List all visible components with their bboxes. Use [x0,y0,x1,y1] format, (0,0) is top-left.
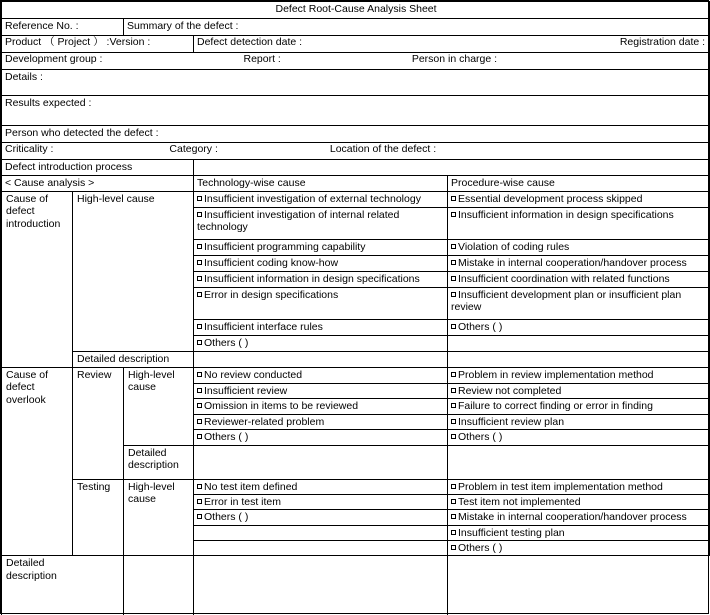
review-proc-option-2[interactable]: Review not completed [448,384,710,399]
person-in-charge-label: Person in charge : [411,53,498,65]
checkbox-icon[interactable] [451,276,456,281]
review-detailed-description-proc-value[interactable] [448,445,710,479]
checkbox-icon[interactable] [197,499,202,504]
review-tech-option-5[interactable]: Others ( ) [194,430,448,445]
label-line-1: Cause of [6,193,49,205]
review-option-row [2,368,710,384]
registration-date-label: Registration date : [619,36,706,48]
testing-option-row [2,479,710,494]
intro-proc-option-7[interactable]: Others ( ) [448,320,710,336]
version-label: Version : [109,36,151,48]
checkbox-icon[interactable] [451,196,456,201]
title-row [2,2,710,19]
testing-tech-option-5[interactable] [194,541,448,556]
intro-tech-option-2[interactable]: Insufficient investigation of internal related technology [194,208,448,240]
reference-summary-row [2,19,710,36]
intro-proc-option-5[interactable]: Insufficient coordination with related functions [448,272,710,288]
defect-introduction-process-label: Defect introduction process [2,160,194,176]
page-title: Defect Root-Cause Analysis Sheet [2,2,710,19]
development-group-row [2,53,710,70]
intro-proc-option-6[interactable]: Insufficient development plan or insufficient plan review [448,288,710,320]
checkbox-icon[interactable] [197,514,202,519]
checkbox-icon[interactable] [451,545,456,550]
results-expected-row [2,96,710,126]
review-proc-option-3[interactable]: Failure to correct finding or error in finding [448,399,710,414]
intro-detailed-description-tech-value[interactable] [194,352,448,368]
checkbox-icon[interactable] [197,419,202,424]
checkbox-icon[interactable] [197,292,202,297]
review-detailed-description-tech-value[interactable] [194,445,448,479]
review-detailed-description-label: Detailed description [124,445,194,479]
checkbox-icon[interactable] [197,372,202,377]
checkbox-icon[interactable] [451,388,456,393]
review-label: Review [73,368,124,480]
summary-of-defect-label[interactable]: Summary of the defect : [124,19,710,36]
intro-detailed-description-proc-value[interactable] [448,352,710,368]
testing-proc-option-4[interactable]: Insufficient testing plan [448,525,710,540]
intro-tech-option-4[interactable]: Insufficient coding know-how [194,256,448,272]
intro-proc-option-2[interactable]: Insufficient information in design specifications [448,208,710,240]
checkbox-icon[interactable] [451,484,456,489]
col-technology-wise-cause: Technology-wise cause [194,176,448,192]
report-label: Report : [243,53,281,65]
label-line-1: Cause of [6,369,49,381]
label-line-3: overlook [6,393,46,406]
testing-detailed-description-tech-value[interactable] [124,556,194,615]
intro-tech-option-1[interactable]: Insufficient investigation of external technology [194,192,448,208]
checkbox-icon[interactable] [451,499,456,504]
sheet-table [1,1,710,615]
testing-tech-option-4[interactable] [194,525,448,540]
intro-detailed-description-row [2,352,710,368]
intro-tech-option-5[interactable]: Insufficient information in design specifications [194,272,448,288]
checkbox-icon[interactable] [197,403,202,408]
review-high-level-cause-label: High-level cause [124,368,194,446]
checkbox-icon[interactable] [451,530,456,535]
checkbox-icon[interactable] [197,388,202,393]
checkbox-icon[interactable] [451,324,456,329]
checkbox-icon[interactable] [197,260,202,265]
location-of-defect-label: Location of the defect : [329,143,437,155]
testing-proc-option-5[interactable]: Others ( ) [448,541,710,556]
results-expected-field[interactable]: Results expected : [2,96,710,126]
intro-tech-option-8[interactable]: Others ( ) [194,336,448,352]
development-group-label: Development group : [5,53,103,65]
checkbox-icon[interactable] [197,196,202,201]
development-group-cell[interactable] [2,53,710,70]
checkbox-icon[interactable] [197,324,202,329]
checkbox-icon[interactable] [197,340,202,345]
intro-proc-option-8[interactable] [448,336,710,352]
checkbox-icon[interactable] [451,419,456,424]
intro-detailed-description-label: Detailed description [73,352,194,368]
testing-detailed-description-label: Detailed description [2,556,124,615]
intro-tech-option-7[interactable]: Insufficient interface rules [194,320,448,336]
testing-high-level-cause-label: High-level cause [124,479,194,556]
checkbox-icon[interactable] [197,276,202,281]
checkbox-icon[interactable] [451,403,456,408]
person-who-detected-label[interactable]: Person who detected the defect : [2,126,710,143]
checkbox-icon[interactable] [451,260,456,265]
dates-cell[interactable] [194,36,710,53]
intro-tech-option-3[interactable]: Insufficient programming capability [194,240,448,256]
cause-analysis-header-row [2,176,710,192]
intro-proc-option-4[interactable]: Mistake in internal cooperation/handover process [448,256,710,272]
checkbox-icon[interactable] [197,244,202,249]
checkbox-icon[interactable] [197,434,202,439]
intro-tech-option-6[interactable]: Error in design specifications [194,288,448,320]
checkbox-icon[interactable] [197,212,202,217]
review-tech-option-3[interactable]: Omission in items to be reviewed [194,399,448,414]
checkbox-icon[interactable] [197,484,202,489]
label-line-2: defect [6,381,35,394]
details-row [2,70,710,96]
cause-of-defect-overlook-label [2,368,73,556]
checkbox-icon[interactable] [451,292,456,297]
testing-label: Testing [73,479,124,556]
review-tech-option-1[interactable]: No review conducted [194,368,448,384]
checkbox-icon[interactable] [451,372,456,377]
defect-introduction-process-value[interactable] [194,160,710,176]
testing-detailed-description-row [2,556,710,615]
cause-analysis-label: < Cause analysis > [2,176,194,192]
category-label: Category : [169,143,218,155]
intro-option-row [2,192,710,208]
intro-proc-option-3[interactable]: Violation of coding rules [448,240,710,256]
details-field[interactable]: Details : [2,70,710,96]
intro-high-level-cause-label: High-level cause [73,192,194,352]
testing-tech-option-1[interactable]: No test item defined [194,479,448,494]
testing-proc-option-1[interactable]: Problem in test item implementation method [448,479,710,494]
checkbox-icon[interactable] [451,212,456,217]
review-proc-option-4[interactable]: Insufficient review plan [448,414,710,429]
product-version-row [2,36,710,53]
testing-tech-option-3[interactable]: Others ( ) [194,510,448,525]
testing-proc-option-3[interactable]: Mistake in internal cooperation/handover process [448,510,710,525]
review-proc-option-5[interactable]: Others ( ) [448,430,710,445]
reference-no-label[interactable]: Reference No. : [2,19,124,36]
criticality-cell[interactable] [2,143,710,160]
product-project-label: Product （ Project ） : [5,36,110,48]
defect-introduction-process-row [2,160,710,176]
cause-of-defect-introduction-label [2,192,73,368]
criticality-row [2,143,710,160]
checkbox-icon[interactable] [451,514,456,519]
checkbox-icon[interactable] [451,434,456,439]
col-procedure-wise-cause: Procedure-wise cause [448,176,710,192]
label-line-2: defect [6,205,35,218]
defect-detection-date-label: Defect detection date : [197,36,303,48]
testing-tech-option-2[interactable]: Error in test item [194,494,448,509]
testing-proc-option-2[interactable]: Test item not implemented [448,494,710,509]
person-detected-row [2,126,710,143]
testing-detailed-description-proc-value[interactable] [194,556,448,615]
review-tech-option-2[interactable]: Insufficient review [194,384,448,399]
review-tech-option-4[interactable]: Reviewer-related problem [194,414,448,429]
intro-proc-option-1[interactable]: Essential development process skipped [448,192,710,208]
product-version-cell[interactable] [2,36,194,53]
review-proc-option-1[interactable]: Problem in review implementation method [448,368,710,384]
checkbox-icon[interactable] [451,244,456,249]
criticality-label: Criticality : [5,143,54,155]
label-line-3: introduction [6,217,61,230]
